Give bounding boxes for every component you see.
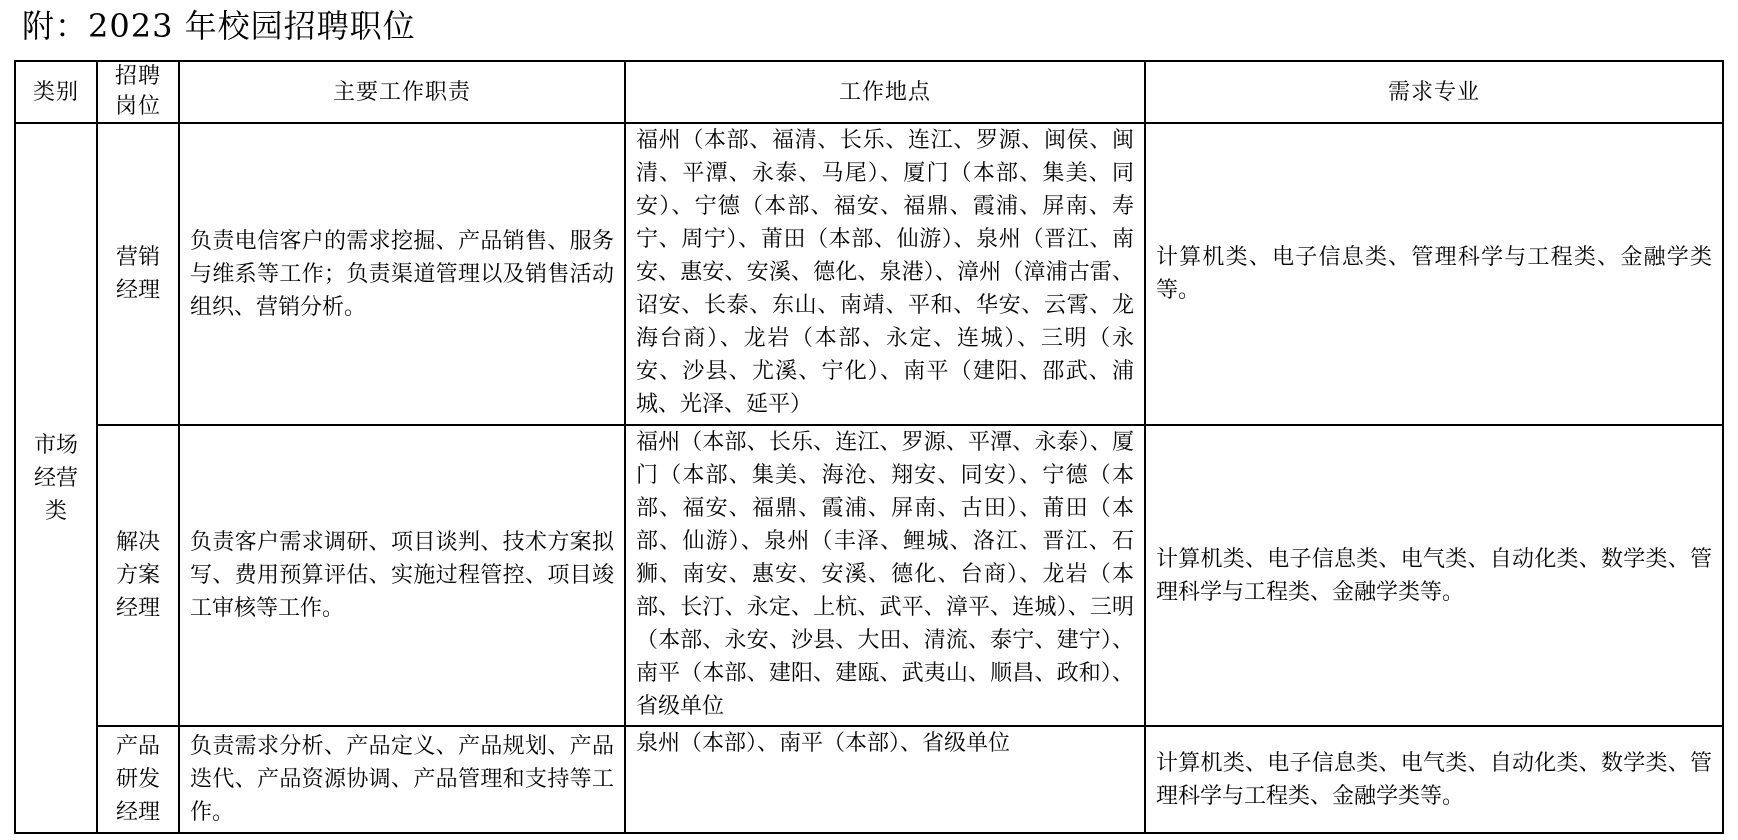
location-cell: 福州（本部、福清、长乐、连江、罗源、闽侯、闽清、平潭、永泰、马尾）、厦门（本部、集美、同安）、宁德（本部、福安、福鼎、霞浦、屏南、寿宁、周宁）、莆田（本部、仙游）、泉州（晋江、南安、惠安、安溪、德化、泉港）、漳州（漳浦古雷、诏安、长泰、东山、南靖、平和、华安、云霄、龙海台商）、龙岩（本部、永定、连城）、三明（永安、沙县、尤溪、宁化）、南平（建阳、邵武、浦城、光泽、延平）: [625, 123, 1145, 425]
table-header-row: [15, 61, 1723, 123]
majors-cell: 计算机类、电子信息类、电气类、自动化类、数学类、管理科学与工程类、金融学类等。: [1145, 726, 1723, 833]
position-cell: 产品研发经理: [97, 726, 179, 833]
header-duties: 主要工作职责: [179, 61, 625, 123]
header-majors: 需求专业: [1145, 61, 1723, 123]
table-row: [15, 425, 1723, 726]
header-category: 类别: [15, 61, 97, 123]
table-row: [15, 123, 1723, 425]
location-cell: 泉州（本部）、南平（本部）、省级单位: [625, 726, 1145, 833]
location-cell: 福州（本部、长乐、连江、罗源、平潭、永泰）、厦门（本部、集美、海沧、翔安、同安）、宁德（本部、福安、福鼎、霞浦、屏南、古田）、莆田（本部、仙游）、泉州（丰泽、鲤城、洛江、晋江、石狮、南安、惠安、安溪、德化、台商）、龙岩（本部、长汀、永定、上杭、武平、漳平、连城）、三明（本部、永安、沙县、大田、清流、泰宁、建宁）、南平（本部、建阳、建瓯、武夷山、顺昌、政和）、省级单位: [625, 425, 1145, 726]
position-cell: 解决方案经理: [97, 425, 179, 726]
table-row: [15, 726, 1723, 833]
header-position: 招聘岗位: [97, 61, 179, 123]
duties-cell: 负责客户需求调研、项目谈判、技术方案拟写、费用预算评估、实施过程管控、项目竣工审核等工作。: [179, 425, 625, 726]
majors-cell: 计算机类、电子信息类、管理科学与工程类、金融学类等。: [1145, 123, 1723, 425]
recruitment-table: [14, 60, 1724, 834]
duties-cell: 负责需求分析、产品定义、产品规划、产品迭代、产品资源协调、产品管理和支持等工作。: [179, 726, 625, 833]
page-title: 附：2023 年校园招聘职位: [22, 7, 416, 45]
duties-cell: 负责电信客户的需求挖掘、产品销售、服务与维系等工作；负责渠道管理以及销售活动组织、营销分析。: [179, 123, 625, 425]
category-cell: 市场经营类: [15, 123, 97, 833]
position-cell: 营销经理: [97, 123, 179, 425]
header-location: 工作地点: [625, 61, 1145, 123]
majors-cell: 计算机类、电子信息类、电气类、自动化类、数学类、管理科学与工程类、金融学类等。: [1145, 425, 1723, 726]
